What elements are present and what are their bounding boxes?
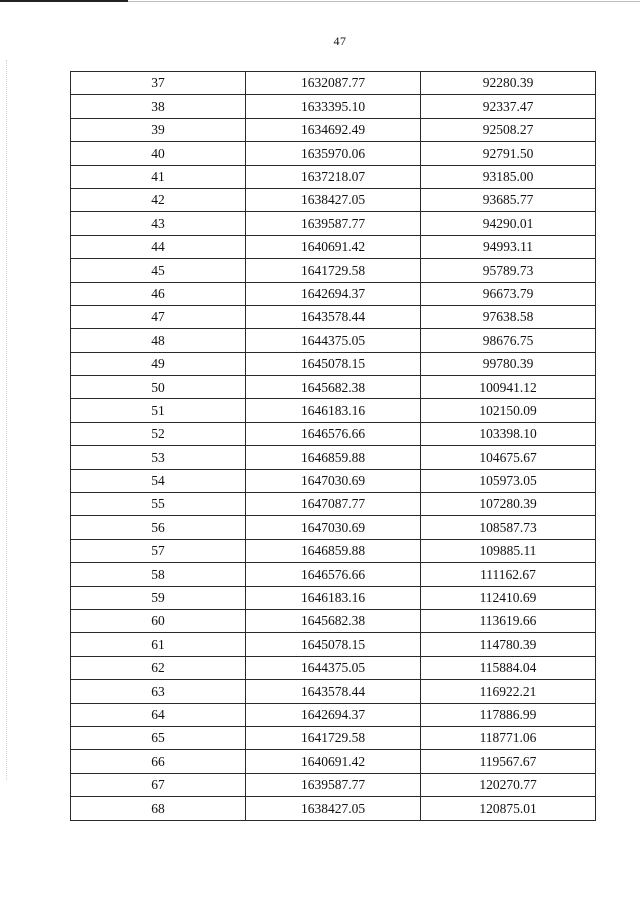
point-number-cell: 62 xyxy=(71,656,246,679)
point-number-cell: 66 xyxy=(71,750,246,773)
point-number-cell: 58 xyxy=(71,563,246,586)
table-row xyxy=(71,235,596,258)
table-row xyxy=(71,95,596,118)
x-coordinate-cell: 1646576.66 xyxy=(246,563,421,586)
x-coordinate-cell: 1635970.06 xyxy=(246,142,421,165)
x-coordinate-cell: 1645682.38 xyxy=(246,376,421,399)
x-coordinate-cell: 1633395.10 xyxy=(246,95,421,118)
y-coordinate-cell: 116922.21 xyxy=(421,680,596,703)
point-number-cell: 37 xyxy=(71,72,246,95)
y-coordinate-cell: 94290.01 xyxy=(421,212,596,235)
table-row xyxy=(71,539,596,562)
y-coordinate-cell: 99780.39 xyxy=(421,352,596,375)
point-number-cell: 60 xyxy=(71,609,246,632)
scan-edge-mark xyxy=(6,60,8,780)
x-coordinate-cell: 1638427.05 xyxy=(246,797,421,820)
point-number-cell: 59 xyxy=(71,586,246,609)
table-row xyxy=(71,703,596,726)
x-coordinate-cell: 1645078.15 xyxy=(246,633,421,656)
table-row xyxy=(71,259,596,282)
x-coordinate-cell: 1645682.38 xyxy=(246,609,421,632)
point-number-cell: 64 xyxy=(71,703,246,726)
table-row xyxy=(71,469,596,492)
x-coordinate-cell: 1647030.69 xyxy=(246,469,421,492)
top-border-rule-thin xyxy=(128,1,640,2)
y-coordinate-cell: 93185.00 xyxy=(421,165,596,188)
point-number-cell: 44 xyxy=(71,235,246,258)
point-number-cell: 57 xyxy=(71,539,246,562)
point-number-cell: 56 xyxy=(71,516,246,539)
table-row xyxy=(71,516,596,539)
y-coordinate-cell: 103398.10 xyxy=(421,422,596,445)
point-number-cell: 40 xyxy=(71,142,246,165)
x-coordinate-cell: 1646859.88 xyxy=(246,446,421,469)
y-coordinate-cell: 119567.67 xyxy=(421,750,596,773)
point-number-cell: 43 xyxy=(71,212,246,235)
y-coordinate-cell: 96673.79 xyxy=(421,282,596,305)
x-coordinate-cell: 1644375.05 xyxy=(246,329,421,352)
y-coordinate-cell: 95789.73 xyxy=(421,259,596,282)
table-row xyxy=(71,633,596,656)
y-coordinate-cell: 102150.09 xyxy=(421,399,596,422)
x-coordinate-cell: 1638427.05 xyxy=(246,188,421,211)
table-row xyxy=(71,305,596,328)
table-row xyxy=(71,493,596,516)
y-coordinate-cell: 92280.39 xyxy=(421,72,596,95)
x-coordinate-cell: 1640691.42 xyxy=(246,750,421,773)
x-coordinate-cell: 1646576.66 xyxy=(246,422,421,445)
y-coordinate-cell: 108587.73 xyxy=(421,516,596,539)
point-number-cell: 47 xyxy=(71,305,246,328)
x-coordinate-cell: 1632087.77 xyxy=(246,72,421,95)
point-number-cell: 38 xyxy=(71,95,246,118)
y-coordinate-cell: 92508.27 xyxy=(421,118,596,141)
y-coordinate-cell: 115884.04 xyxy=(421,656,596,679)
table-row xyxy=(71,142,596,165)
point-number-cell: 39 xyxy=(71,118,246,141)
x-coordinate-cell: 1634692.49 xyxy=(246,118,421,141)
y-coordinate-cell: 114780.39 xyxy=(421,633,596,656)
y-coordinate-cell: 117886.99 xyxy=(421,703,596,726)
point-number-cell: 54 xyxy=(71,469,246,492)
y-coordinate-cell: 112410.69 xyxy=(421,586,596,609)
x-coordinate-cell: 1640691.42 xyxy=(246,235,421,258)
table-row xyxy=(71,376,596,399)
table-row xyxy=(71,773,596,796)
point-number-cell: 52 xyxy=(71,422,246,445)
x-coordinate-cell: 1645078.15 xyxy=(246,352,421,375)
x-coordinate-cell: 1642694.37 xyxy=(246,282,421,305)
x-coordinate-cell: 1647087.77 xyxy=(246,493,421,516)
point-number-cell: 65 xyxy=(71,726,246,749)
y-coordinate-cell: 120270.77 xyxy=(421,773,596,796)
y-coordinate-cell: 104675.67 xyxy=(421,446,596,469)
y-coordinate-cell: 107280.39 xyxy=(421,493,596,516)
table-row xyxy=(71,188,596,211)
point-number-cell: 53 xyxy=(71,446,246,469)
table-row xyxy=(71,680,596,703)
x-coordinate-cell: 1637218.07 xyxy=(246,165,421,188)
x-coordinate-cell: 1644375.05 xyxy=(246,656,421,679)
y-coordinate-cell: 118771.06 xyxy=(421,726,596,749)
point-number-cell: 51 xyxy=(71,399,246,422)
y-coordinate-cell: 109885.11 xyxy=(421,539,596,562)
table-row xyxy=(71,399,596,422)
x-coordinate-cell: 1641729.58 xyxy=(246,259,421,282)
y-coordinate-cell: 113619.66 xyxy=(421,609,596,632)
x-coordinate-cell: 1642694.37 xyxy=(246,703,421,726)
table-row xyxy=(71,282,596,305)
point-number-cell: 68 xyxy=(71,797,246,820)
table-row xyxy=(71,352,596,375)
table-row xyxy=(71,797,596,820)
x-coordinate-cell: 1646183.16 xyxy=(246,586,421,609)
table-row xyxy=(71,750,596,773)
coordinate-table xyxy=(70,71,596,821)
point-number-cell: 63 xyxy=(71,680,246,703)
x-coordinate-cell: 1643578.44 xyxy=(246,305,421,328)
table-row xyxy=(71,118,596,141)
y-coordinate-cell: 111162.67 xyxy=(421,563,596,586)
point-number-cell: 41 xyxy=(71,165,246,188)
table-row xyxy=(71,563,596,586)
point-number-cell: 46 xyxy=(71,282,246,305)
y-coordinate-cell: 97638.58 xyxy=(421,305,596,328)
coordinate-table-body xyxy=(71,72,596,821)
x-coordinate-cell: 1643578.44 xyxy=(246,680,421,703)
table-row xyxy=(71,212,596,235)
table-row xyxy=(71,656,596,679)
y-coordinate-cell: 100941.12 xyxy=(421,376,596,399)
y-coordinate-cell: 92337.47 xyxy=(421,95,596,118)
x-coordinate-cell: 1641729.58 xyxy=(246,726,421,749)
table-row xyxy=(71,165,596,188)
x-coordinate-cell: 1647030.69 xyxy=(246,516,421,539)
table-row xyxy=(71,422,596,445)
point-number-cell: 49 xyxy=(71,352,246,375)
table-row xyxy=(71,726,596,749)
top-border-rule xyxy=(0,0,128,2)
table-row xyxy=(71,446,596,469)
table-row xyxy=(71,609,596,632)
y-coordinate-cell: 98676.75 xyxy=(421,329,596,352)
table-row xyxy=(71,329,596,352)
point-number-cell: 42 xyxy=(71,188,246,211)
table-row xyxy=(71,72,596,95)
x-coordinate-cell: 1646859.88 xyxy=(246,539,421,562)
y-coordinate-cell: 105973.05 xyxy=(421,469,596,492)
x-coordinate-cell: 1646183.16 xyxy=(246,399,421,422)
point-number-cell: 48 xyxy=(71,329,246,352)
y-coordinate-cell: 120875.01 xyxy=(421,797,596,820)
point-number-cell: 55 xyxy=(71,493,246,516)
point-number-cell: 45 xyxy=(71,259,246,282)
point-number-cell: 50 xyxy=(71,376,246,399)
table-row xyxy=(71,586,596,609)
point-number-cell: 61 xyxy=(71,633,246,656)
y-coordinate-cell: 94993.11 xyxy=(421,235,596,258)
point-number-cell: 67 xyxy=(71,773,246,796)
page-number: 47 xyxy=(333,34,347,48)
x-coordinate-cell: 1639587.77 xyxy=(246,212,421,235)
y-coordinate-cell: 92791.50 xyxy=(421,142,596,165)
y-coordinate-cell: 93685.77 xyxy=(421,188,596,211)
x-coordinate-cell: 1639587.77 xyxy=(246,773,421,796)
